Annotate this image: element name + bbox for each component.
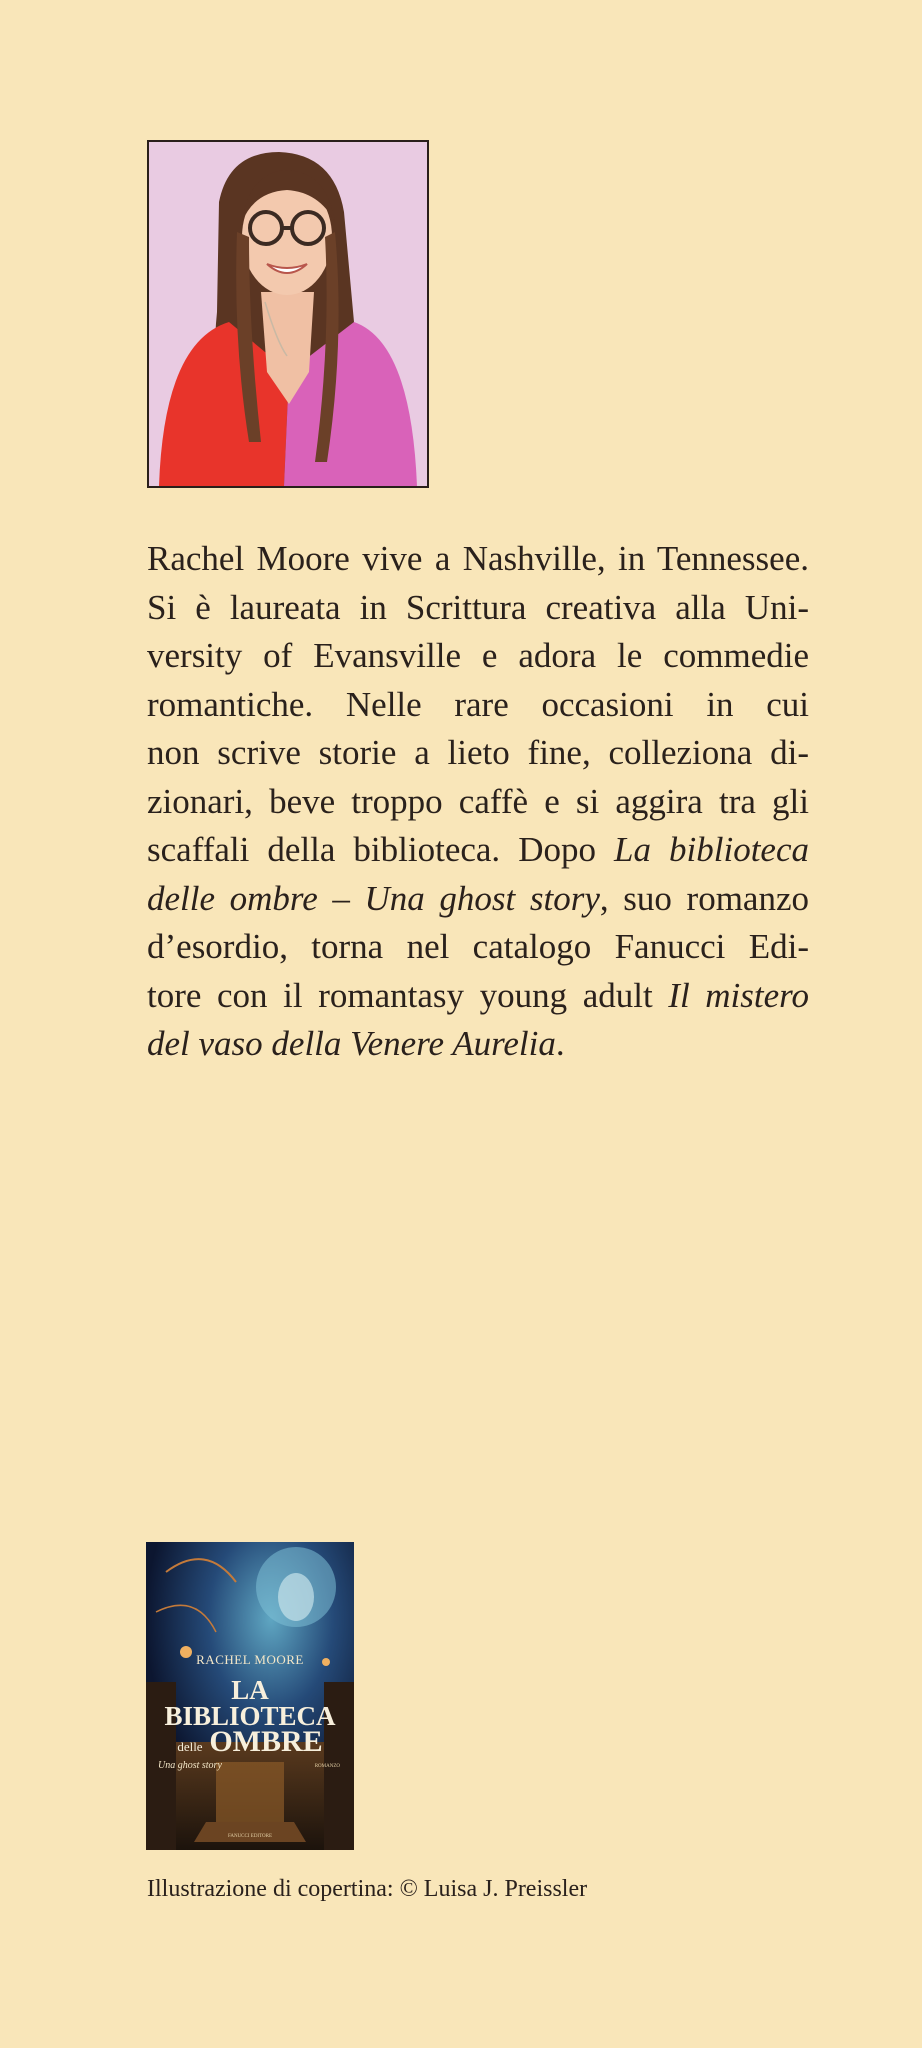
bio-text: Si è laureata in Scrittura creativa alla Uni- — [147, 587, 809, 627]
bio-italic-title: Il mistero — [668, 975, 809, 1015]
bio-line — [147, 826, 809, 875]
cover-author: RACHEL MOORE — [196, 1652, 304, 1667]
bio-text: scaffali della biblioteca. Dopo — [147, 830, 615, 869]
bio-line — [147, 1020, 809, 1069]
cover-title-line3: OMBRE — [209, 1725, 323, 1758]
bio-line — [147, 923, 809, 972]
bio-line — [147, 875, 809, 924]
cover-illustration-credit: Illustrazione di copertina: © Luisa J. Preissler — [147, 1876, 588, 1902]
bio-line — [147, 584, 809, 633]
cover-genre: ROMANZO — [314, 1764, 340, 1769]
bio-italic-title: del vaso della Venere Aurelia — [147, 1024, 556, 1063]
cover-title — [146, 1677, 354, 1760]
bio-line — [147, 778, 809, 827]
bio-text: Rachel Moore vive a Nashville, in Tennessee. — [147, 539, 809, 578]
bio-italic-title: La biblioteca — [614, 830, 809, 869]
bio-line — [147, 632, 809, 681]
author-biography — [147, 535, 809, 1069]
bio-text: tore con il romantasy young adult — [147, 975, 669, 1015]
author-portrait-image — [149, 142, 427, 486]
cover-title-line2: delle — [177, 1739, 203, 1754]
bio-text: non scrive storie a lieto fine, colleziona di- — [147, 733, 809, 772]
author-photo — [147, 140, 429, 488]
bio-text: zionari, beve troppo caffè e si aggira tra gli — [147, 781, 809, 821]
bio-line — [147, 729, 809, 778]
bio-text: romantiche. Nelle rare occasioni in cui — [147, 684, 809, 724]
bio-text: versity of Evansville e adora le commedie — [147, 636, 809, 675]
bio-line — [147, 972, 809, 1021]
bio-line — [147, 681, 809, 730]
book-cover — [146, 1542, 354, 1850]
bio-italic-title: delle ombre – Una ghost story — [147, 878, 600, 918]
cover-title-line1: LA BIBLIOTECA — [164, 1675, 336, 1731]
bio-text: . — [555, 1024, 565, 1063]
bio-text: d’esordio, torna nel catalogo Fanucci Edi- — [147, 927, 809, 966]
bio-text: , suo romanzo — [599, 878, 809, 918]
cover-subtitle: Una ghost story — [158, 1760, 222, 1771]
cover-publisher: FANUCCI EDITORE — [227, 1834, 273, 1839]
bio-line — [147, 535, 809, 584]
